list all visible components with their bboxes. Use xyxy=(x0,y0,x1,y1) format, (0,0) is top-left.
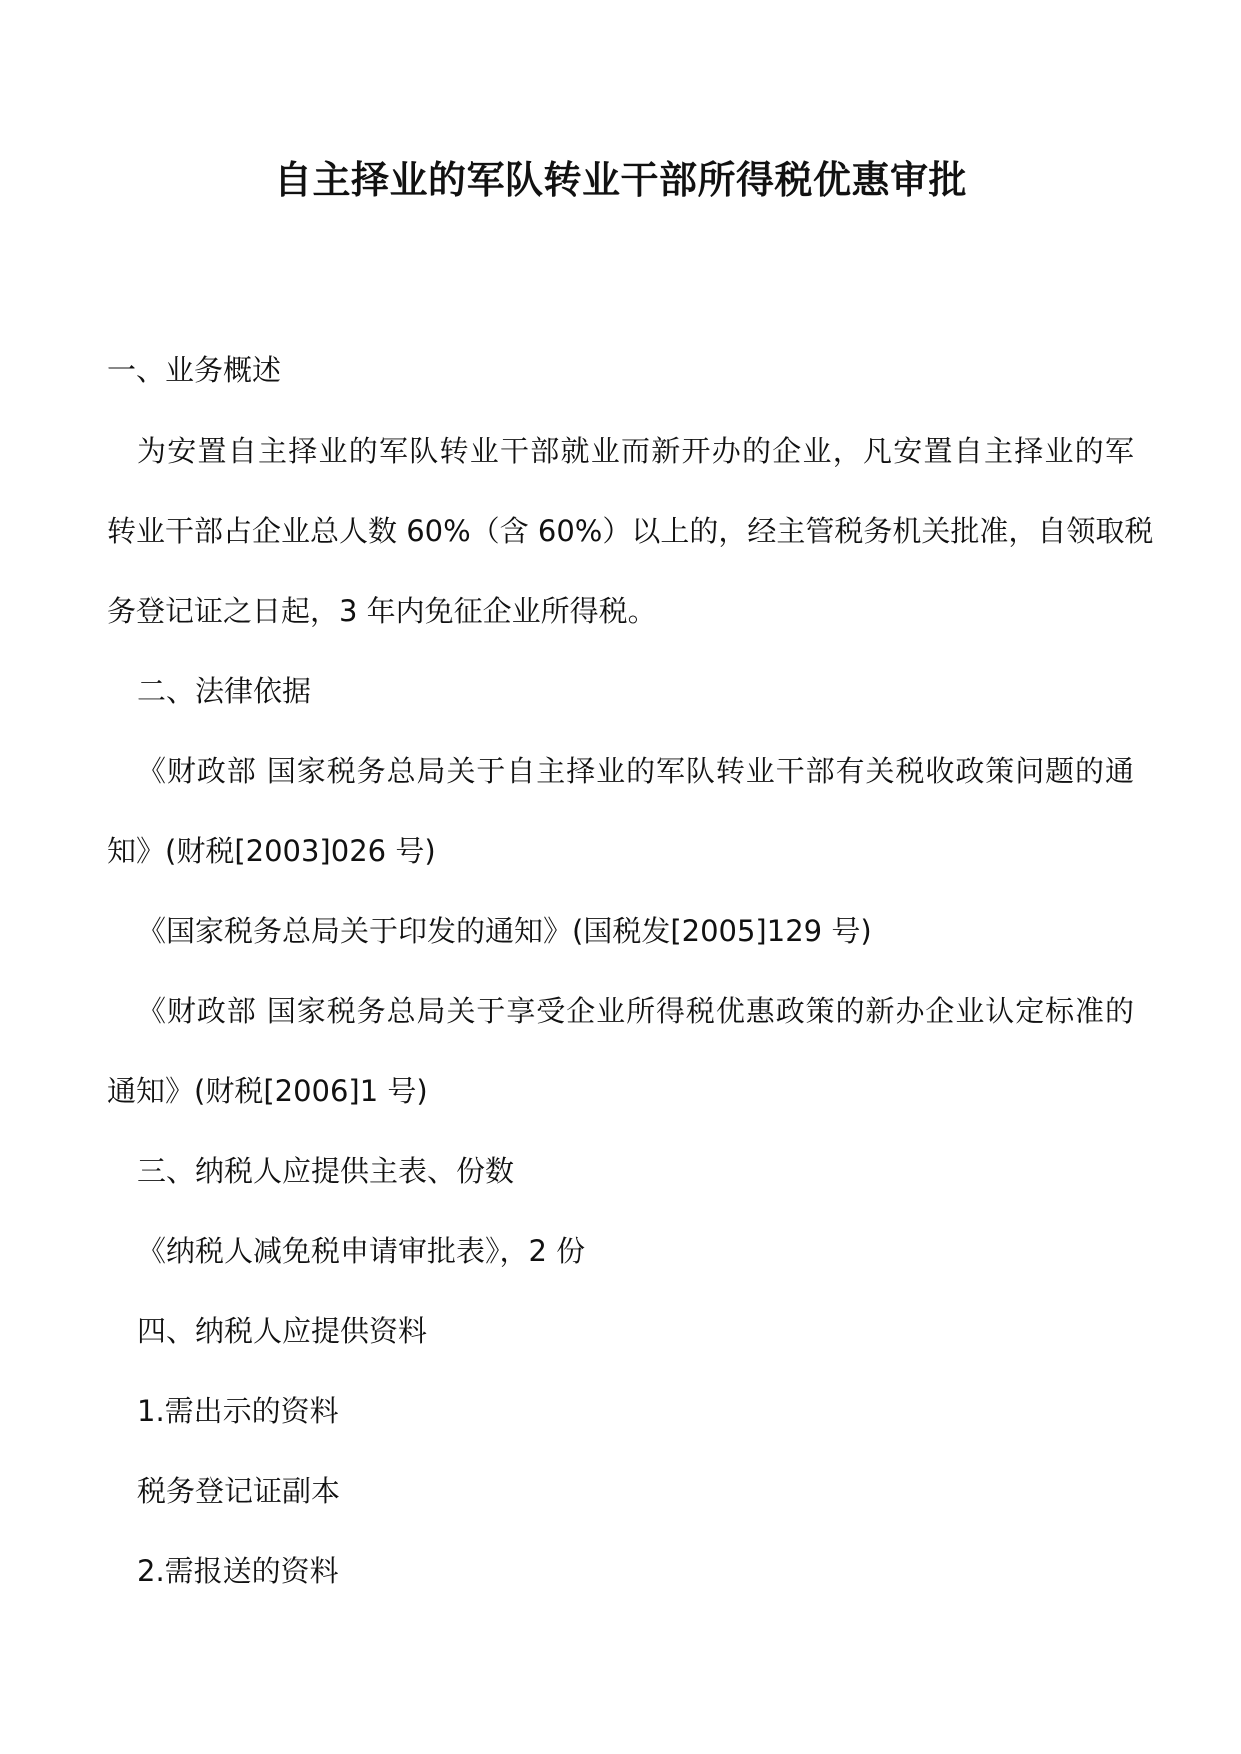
legal-basis-item-3-line-1: 《财政部 国家税务总局关于享受企业所得税优惠政策的新办企业认定标准的 xyxy=(137,994,1134,1028)
legal-basis-item-2: 《国家税务总局关于印发的通知》(国税发[2005]129 号) xyxy=(137,914,872,948)
legal-basis-item-1-line-1: 《财政部 国家税务总局关于自主择业的军队转业干部有关税收政策问题的通 xyxy=(137,754,1134,788)
section-heading-materials: 四、纳税人应提供资料 xyxy=(137,1314,428,1348)
overview-paragraph-line-1: 为安置自主择业的军队转业干部就业而新开办的企业，凡安置自主择业的军 xyxy=(137,434,1134,468)
overview-paragraph-line-2: 转业干部占企业总人数 60%（含 60%）以上的，经主管税务机关批准，自领取税 xyxy=(107,514,1154,548)
section-heading-forms: 三、纳税人应提供主表、份数 xyxy=(137,1154,515,1188)
section-heading-overview: 一、业务概述 xyxy=(107,353,282,387)
document-title: 自主择业的军队转业干部所得税优惠审批 xyxy=(273,158,967,202)
section-heading-legal-basis: 二、法律依据 xyxy=(137,674,312,708)
forms-item: 《纳税人减免税申请审批表》，2 份 xyxy=(137,1234,586,1268)
overview-paragraph-line-3: 务登记证之日起，3 年内免征企业所得税。 xyxy=(107,594,657,628)
materials-subheading-show: 1.需出示的资料 xyxy=(137,1394,339,1428)
materials-show-item: 税务登记证副本 xyxy=(137,1474,341,1508)
materials-subheading-submit: 2.需报送的资料 xyxy=(137,1554,339,1588)
legal-basis-item-1-line-2: 知》(财税[2003]026 号) xyxy=(107,834,436,868)
legal-basis-item-3-line-2: 通知》(财税[2006]1 号) xyxy=(107,1074,428,1108)
